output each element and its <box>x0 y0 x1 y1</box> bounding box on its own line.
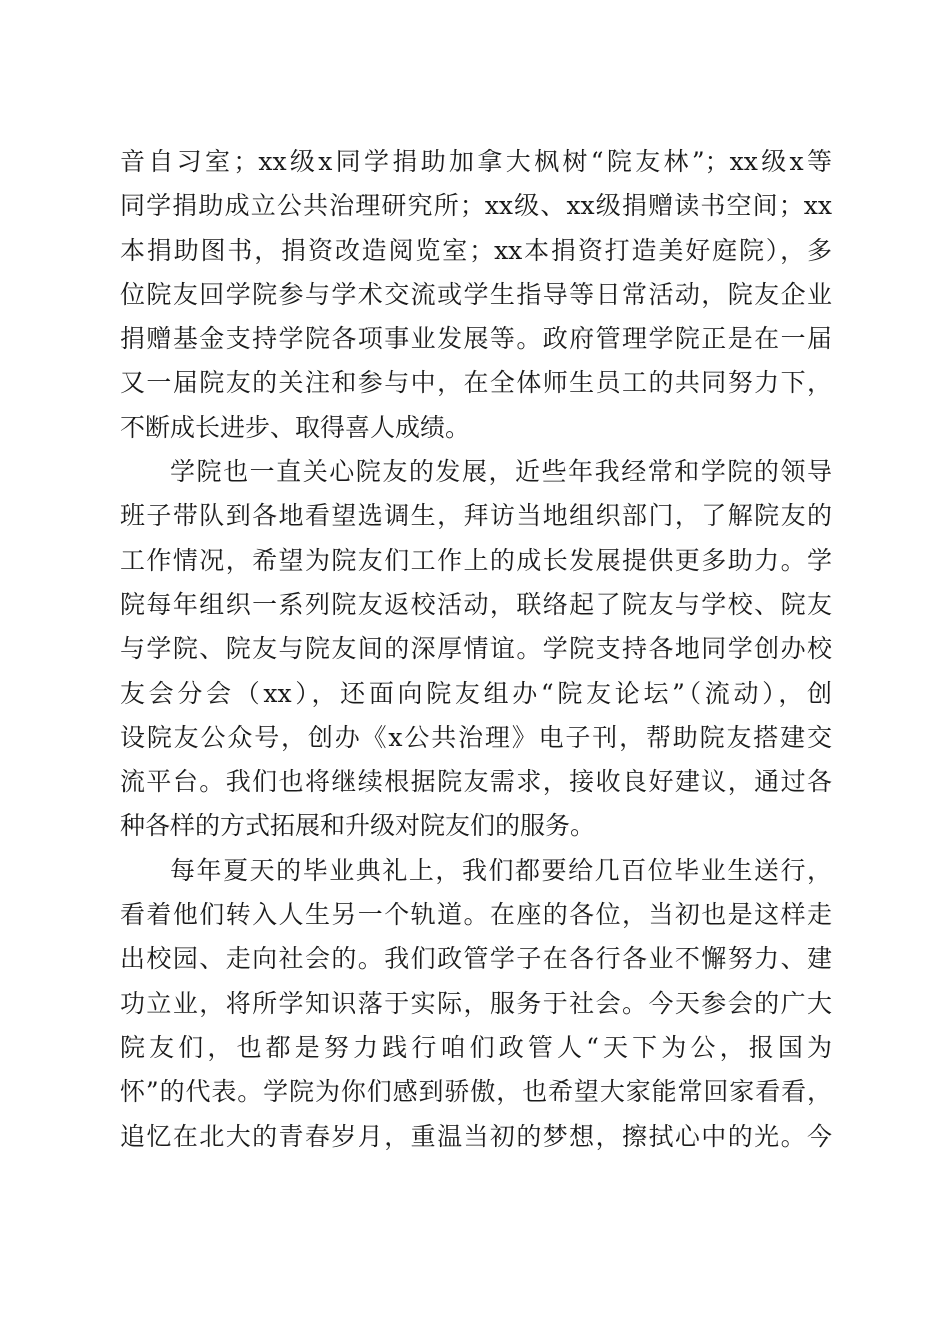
paragraph-1 <box>120 140 832 450</box>
text-line: 院友们，也都是努力践行咱们政管人“天下为公，报国为 <box>120 1032 832 1062</box>
text-line: 每年夏天的毕业典礼上，我们都要给几百位毕业生送行， <box>170 855 832 885</box>
text-line: 学院也一直关心院友的发展，近些年我经常和学院的领导 <box>170 457 832 487</box>
text-line: 工作情况，希望为院友们工作上的成长发展提供更多助力。学 <box>120 545 832 575</box>
text-line: 同学捐助成立公共治理研究所；xx级、xx级捐赠读书空间；xx <box>120 191 832 221</box>
text-line: 与学院、院友与院友间的深厚情谊。学院支持各地同学创办校 <box>120 634 832 664</box>
text-line: 不断成长进步、取得喜人成绩。 <box>120 412 471 442</box>
text-line: 功立业，将所学知识落于实际，服务于社会。今天参会的广大 <box>120 988 832 1018</box>
text-line: 看着他们转入人生另一个轨道。在座的各位，当初也是这样走 <box>120 900 832 930</box>
text-line: 又一届院友的关注和参与中，在全体师生员工的共同努力下， <box>120 368 832 398</box>
text-line: 追忆在北大的青春岁月，重温当初的梦想，擦拭心中的光。今 <box>120 1121 832 1151</box>
paragraph-3 <box>120 849 832 1159</box>
text-line: 种各样的方式拓展和升级对院友们的服务。 <box>120 811 596 841</box>
text-line: 班子带队到各地看望选调生，拜访当地组织部门，了解院友的 <box>120 501 832 531</box>
text-line: 捐赠基金支持学院各项事业发展等。政府管理学院正是在一届 <box>120 324 832 354</box>
text-line: 流平台。我们也将继续根据院友需求，接收良好建议，通过各 <box>120 767 832 797</box>
text-line: 音自习室；xx级x同学捐助加拿大枫树“院友林”；xx级x等 <box>120 147 832 176</box>
document-body <box>120 140 832 1159</box>
text-line: 出校园、走向社会的。我们政管学子在各行各业不懈努力、建 <box>120 944 832 974</box>
text-line: 友会分会（xx），还面向院友组办“院友论坛”（流动），创 <box>120 678 832 708</box>
text-line: 院每年组织一系列院友返校活动，联络起了院友与学校、院友 <box>120 589 832 619</box>
text-line: 怀”的代表。学院为你们感到骄傲，也希望大家能常回家看看， <box>120 1077 832 1107</box>
text-line: 位院友回学院参与学术交流或学生指导等日常活动，院友企业 <box>120 279 832 309</box>
text-line: 本捐助图书，捐资改造阅览室；xx本捐资打造美好庭院），多 <box>120 235 832 265</box>
text-line: 设院友公众号，创办《x公共治理》电子刊，帮助院友搭建交 <box>120 722 832 752</box>
paragraph-2 <box>120 450 832 849</box>
